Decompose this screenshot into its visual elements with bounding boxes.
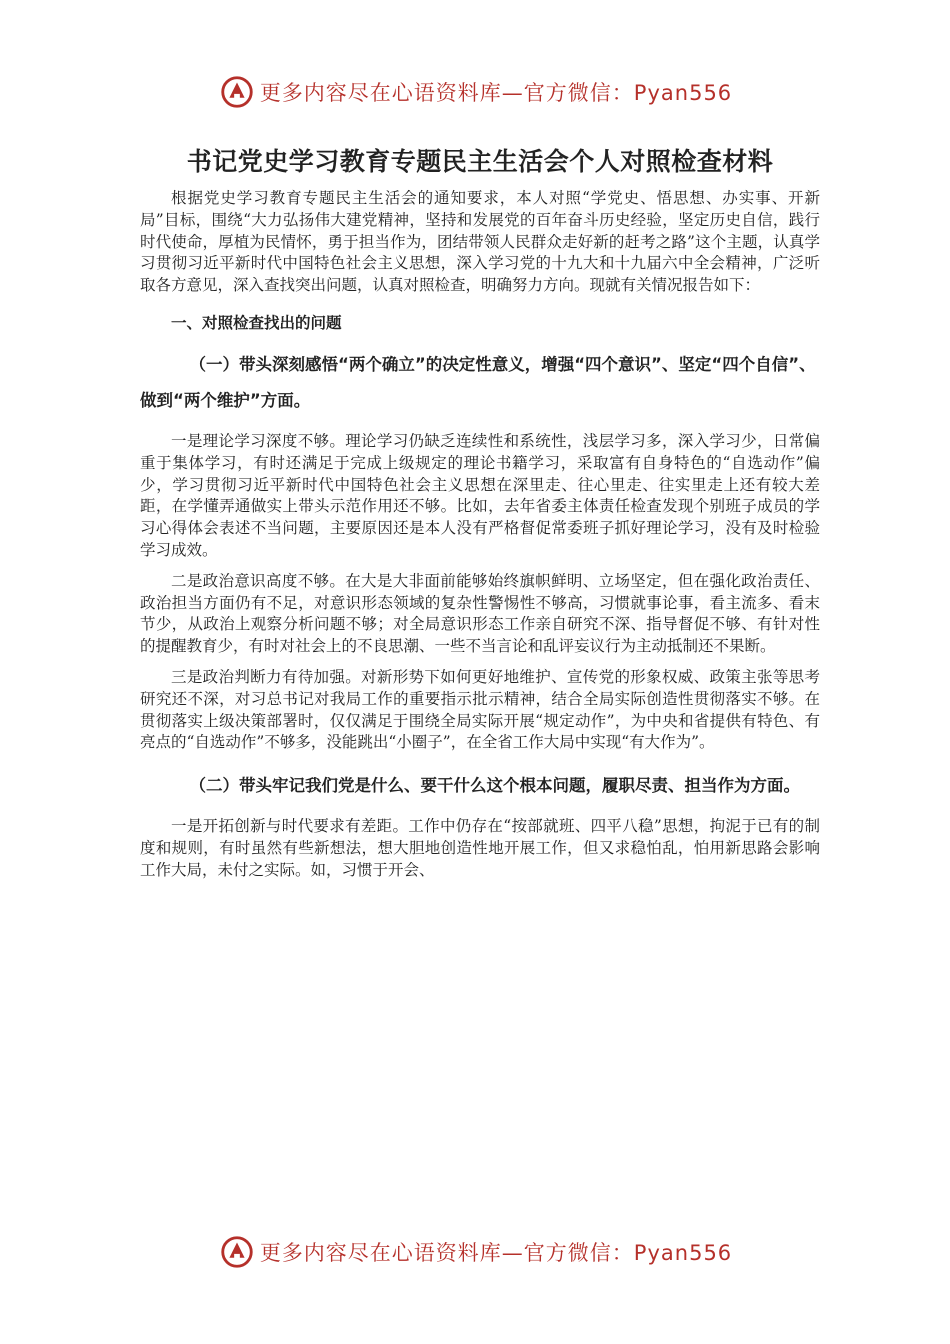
document-body [140, 132, 820, 882]
subsection-heading-2: （二）带头牢记我们党是什么、要干什么这个根本问题，履职尽责、担当作为方面。 [189, 776, 800, 796]
header-banner [0, 72, 950, 112]
footer-banner [0, 1232, 950, 1272]
subsection-heading-1: （一）带头深刻感悟“两个确立”的决定性意义，增强“四个意识”、坚定“四个自信”、做到“两个维护”方面。 [140, 354, 816, 410]
brand-logo-icon [218, 1233, 256, 1271]
paragraph: 一是理论学习深度不够。理论学习仍缺乏连续性和系统性，浅层学习多，深入学习少，日常偏重于集体学习，有时还满足于完成上级规定的理论书籍学习，采取富有自身特色的“自选动作”偏少，学习贯彻习近平新时代中国特色社会主义思想在深里走、往心里走、往实里走上还有较大差距，在学懂弄通做实上带头示范作用还不够。比如，去年省委主体责任检查发现个别班子成员的学习心得体会表述不当问题，主要原因还是本人没有严格督促常委班子抓好理论学习，没有及时检验学习成效。 [140, 431, 820, 559]
document-title: 书记党史学习教育专题民主生活会个人对照检查材料 [186, 147, 774, 176]
intro-paragraph: 根据党史学习教育专题民主生活会的通知要求，本人对照“学党史、悟思想、办实事、开新局”目标，围绕“大力弘扬伟大建党精神，坚持和发展党的百年奋斗历史经验，坚定历史自信，践行时代使命，厚植为民情怀，勇于担当作为，团结带领人民群众走好新的赶考之路”这个主题，认真学习贯彻习近平新时代中国特色社会主义思想，深入学习党的十九大和十九届六中全会精神，广泛听取各方意见，深入查找突出问题，认真对照检查，明确努力方向。现就有关情况报告如下： [140, 189, 820, 295]
paragraph: 二是政治意识高度不够。在大是大非面前能够始终旗帜鲜明、立场坚定，但在强化政治责任、政治担当方面仍有不足，对意识形态领域的复杂性警惕性不够高，习惯就事论事，看主流多、看末节少，从政治上观察分析问题不够；对全局意识形态工作亲自研究不深、指导督促不够、有针对性的提醒教育少，有时对社会上的不良思潮、一些不当言论和乱评妄议行为主动抵制还不果断。 [140, 571, 820, 656]
banner-text: 更多内容尽在心语资料库—官方微信：Pyan556 [259, 1241, 733, 1265]
paragraph: 三是政治判断力有待加强。对新形势下如何更好地维护、宣传党的形象权威、政策主张等思考研究还不深，对习总书记对我局工作的重要指示批示精神，结合全局实际创造性贯彻落实不够。在贯彻落实上级决策部署时，仅仅满足于围绕全局实际开展“规定动作”，为中央和省提供有特色、有亮点的“自选动作”不够多，没能跳出“小圈子”，在全省工作大局中实现“有大作为”。 [140, 667, 820, 752]
section-heading: 一、对照检查找出的问题 [171, 313, 342, 332]
banner-text: 更多内容尽在心语资料库—官方微信：Pyan556 [259, 81, 733, 105]
paragraph: 一是开拓创新与时代要求有差距。工作中仍存在“按部就班、四平八稳”思想，拘泥于已有的制度和规则，有时虽然有些新想法，想大胆地创造性地开展工作，但又求稳怕乱，怕用新思路会影响工作大局，未付之实际。如，习惯于开会、 [140, 817, 820, 879]
brand-logo-icon [218, 73, 256, 111]
